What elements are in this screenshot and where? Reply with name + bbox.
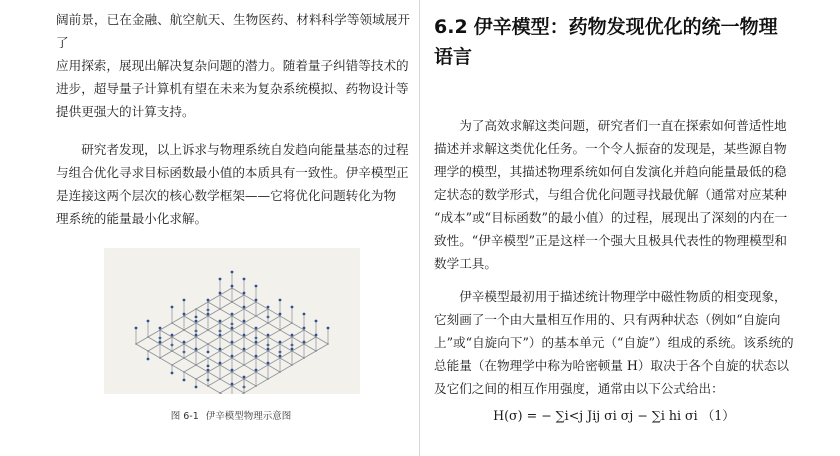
paragraph-ising-definition [434,285,794,400]
figure-label: 图 6-1 [170,411,199,422]
section-title: 伊辛模型：药物发现优化的统一物理语言 [434,16,778,68]
right-column [434,8,794,426]
text-line: 理系统的能量最小化求解。 [56,211,208,226]
text-line: 伊辛模型最初用于描述统计物理学中磁性物质的相变现象， [459,289,787,304]
spin-up-arrow [135,327,138,345]
text-line: 理学的模型，其描述物理系统如何自发演化并趋向能量最低的稳 [434,164,787,179]
figure-caption [56,408,410,422]
text-line: 致性。“伊辛模型”正是这样一个强大且极具代表性的物理模型和 [434,233,787,248]
hamiltonian-formula: H(σ) = − ∑i<j Jij σi σj − ∑i hi σi （1） [493,408,735,423]
text-line: 总能量（在物理学中称为哈密顿量 H）取决于各个自旋的状态以 [434,358,790,373]
left-column [56,8,410,422]
text-line: “成本”或“目标函数”的最小值）的过程，展现出了深刻的内在一 [434,210,788,225]
spin-up-arrow [147,320,150,338]
text-line: 阔前景，已在金融、航空航天、生物医药、材料科学等领域展开了 [56,12,410,50]
text-line: 上”或“自旋向下”）的基本单元（“自旋”）组成的系统。该系统的 [434,335,794,350]
figure-caption-text: 伊辛模型物理示意图 [205,411,292,422]
text-line: 及它们之间的相互作用强度，通常由以下公式给出： [434,381,724,396]
paragraph-quantum-computing [56,8,410,123]
spin-up-arrow [327,327,330,345]
spin-up-arrow [231,383,234,394]
text-line: 应用探索，展现出解决复杂问题的潜力。随着量子纠错等技术的 [56,58,409,73]
text-line: 与组合优化寻求目标函数最小值的本质具有一致性。伊辛模型正 [56,165,409,180]
ising-lattice-figure [104,248,360,394]
text-line: 描述并求解这类优化任务。一个令人振奋的发现是，某些源自物 [434,141,787,156]
section-heading [434,12,794,72]
text-line: 它刻画了一个由大量相互作用的、只有两种状态（例如“自旋向 [434,312,781,327]
text-line: 提供更强大的计算支持。 [56,104,195,119]
column-divider [419,0,420,456]
text-line: 进步，超导量子计算机有望在未来为复杂系统模拟、药物设计等 [56,81,409,96]
paragraph-optimization-intro [434,114,794,275]
section-number: 6.2 [434,16,468,38]
text-line: 数学工具。 [434,256,497,271]
spin-up-arrow [231,285,234,303]
ising-lattice-illustration [104,248,360,394]
spin-up-arrow [171,306,174,324]
text-line: 是连接这两个层次的核心数学框架——它将优化问题转化为物 [56,188,397,203]
text-line: 定状态的数学形式，与组合优化问题寻找最优解（通常对应某种 [434,187,787,202]
text-line: 研究者发现，以上诉求与物理系统自发趋向能量基态的过程 [81,142,409,157]
spin-up-arrow [291,306,294,324]
paragraph-ising-bridge [56,138,410,230]
text-line: 为了高效求解这类问题，研究者们一直在探索如何普适性地 [459,118,787,133]
